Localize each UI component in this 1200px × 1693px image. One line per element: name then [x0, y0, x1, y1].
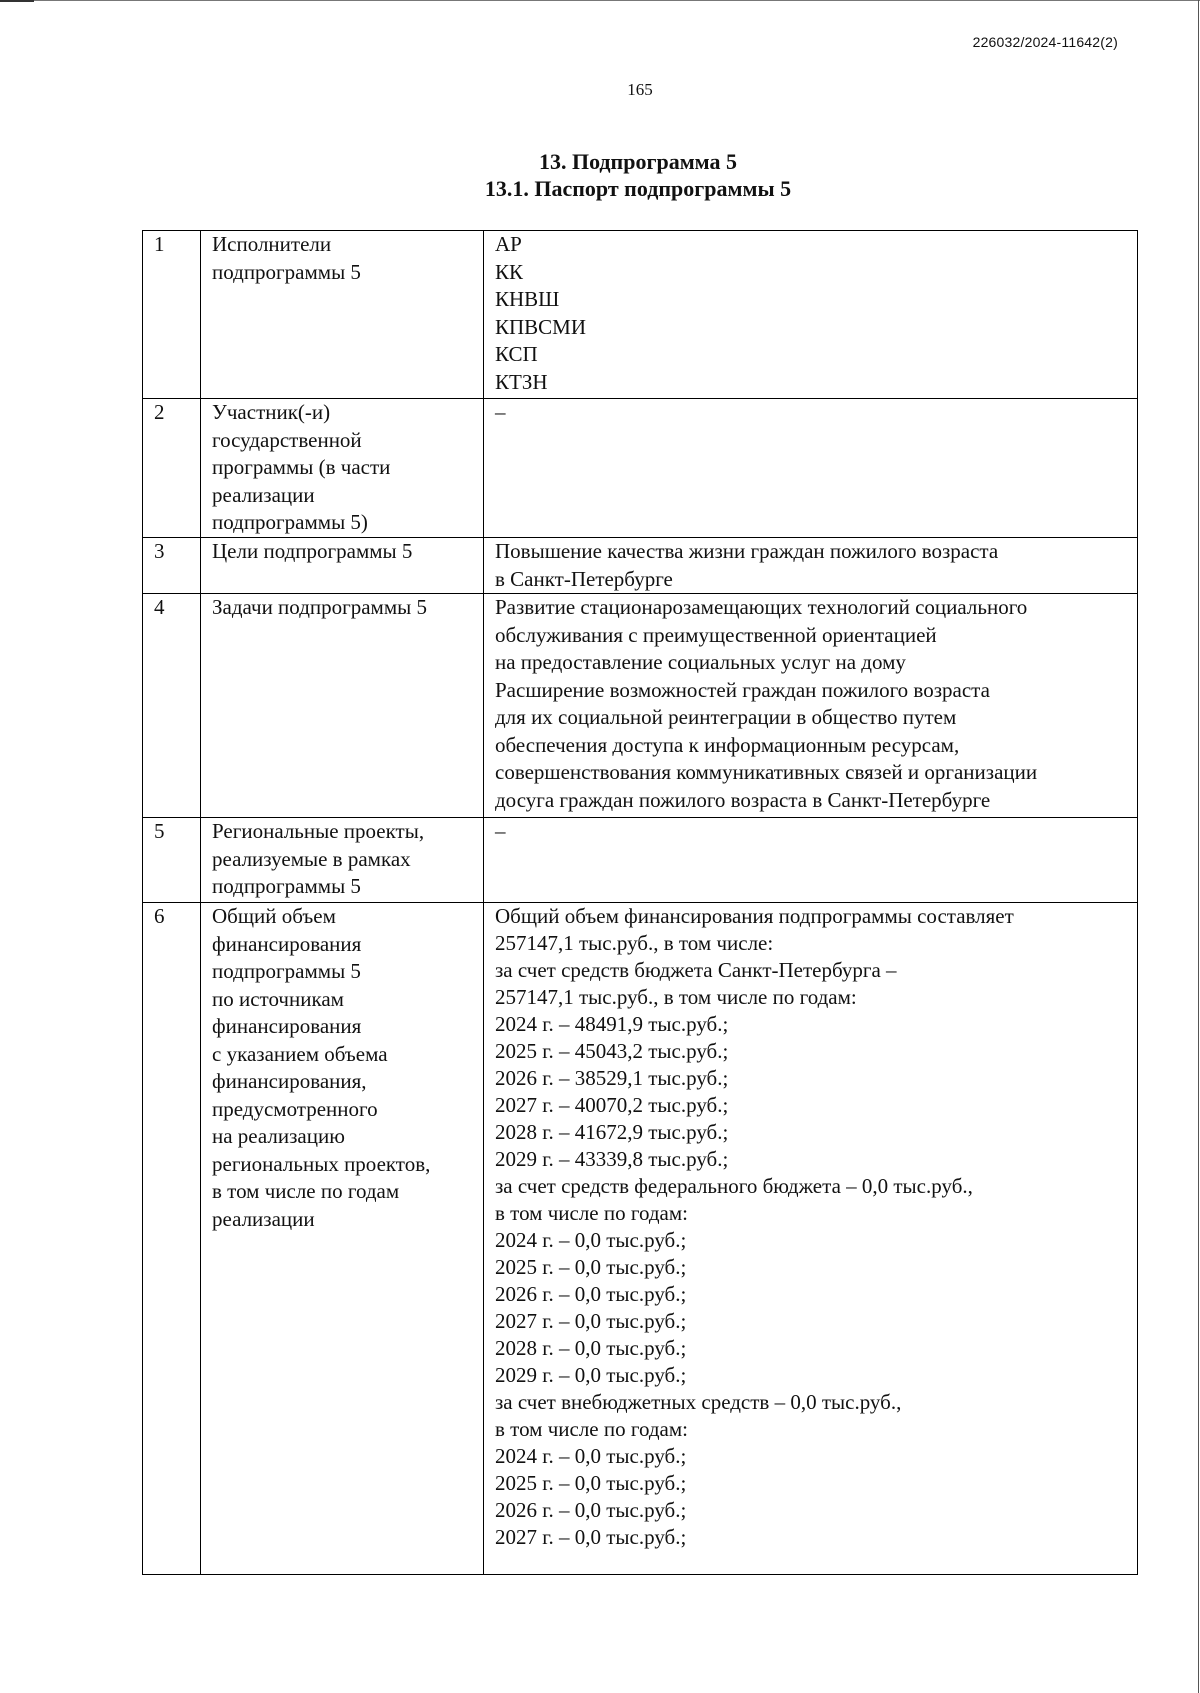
row-label-line: реализации — [212, 1206, 315, 1231]
row-value-line: обеспечения доступа к информационным ресурсам, — [495, 732, 960, 757]
row-label-line: Задачи подпрограммы 5 — [212, 595, 427, 619]
scan-edge-top — [0, 0, 1200, 1]
row-label-line: с указанием объема — [212, 1041, 388, 1066]
row-value-line: совершенствования коммуникативных связей и организации — [495, 760, 1038, 784]
row-value-line: КК — [495, 259, 524, 284]
row-value — [484, 399, 1138, 538]
row-number: 3 — [143, 538, 201, 594]
section-title: 13. Подпрограмма 5 — [538, 149, 738, 174]
row-label-line: подпрограммы 5 — [212, 959, 361, 983]
row-label-line: Региональные проекты, — [212, 819, 425, 843]
row-label-line: реализации — [212, 482, 315, 507]
row-label-line: финансирования — [212, 931, 362, 956]
row-value — [484, 818, 1138, 903]
row-value — [484, 594, 1138, 818]
row-label-line: на реализацию — [212, 1124, 345, 1148]
row-label-line: по источникам — [212, 986, 344, 1011]
row-value-line: Расширение возможностей граждан пожилого возраста — [495, 677, 990, 702]
row-label-line: подпрограммы 5 — [212, 874, 361, 898]
row-value-line: досуга граждан пожилого возраста в Санкт-Петербурге — [495, 787, 991, 812]
row-value-line: 2028 г. – 0,0 тыс.руб.; — [495, 1336, 687, 1360]
row-value-line: за счет средств бюджета Санкт-Петербурга – — [495, 958, 897, 982]
row-label-line: Общий объем — [212, 904, 336, 928]
row-value-line: за счет средств федерального бюджета – 0,0 тыс.руб., — [495, 1174, 973, 1198]
row-value — [484, 231, 1138, 399]
row-value-line: 2024 г. – 48491,9 тыс.руб.; — [495, 1012, 729, 1036]
row-label-line: в том числе по годам — [212, 1179, 400, 1203]
table-row — [143, 399, 1138, 538]
row-value-line: 2026 г. – 38529,1 тыс.руб.; — [495, 1066, 729, 1090]
row-value-line: КПВСМИ — [495, 314, 587, 339]
row-value-line: 2027 г. – 40070,2 тыс.руб.; — [495, 1093, 729, 1117]
row-value-line: 2025 г. – 0,0 тыс.руб.; — [495, 1471, 687, 1495]
row-label — [201, 399, 484, 538]
row-value-line: 2026 г. – 0,0 тыс.руб.; — [495, 1282, 687, 1306]
row-label-line: программы (в части — [212, 455, 391, 479]
row-label-line: подпрограммы 5 — [212, 259, 361, 284]
table-row — [143, 903, 1138, 1575]
row-value-line: 2025 г. – 45043,2 тыс.руб.; — [495, 1039, 729, 1063]
row-value — [484, 538, 1138, 594]
row-label-line: подпрограммы 5) — [212, 510, 368, 534]
scan-edge-right — [1198, 0, 1199, 1693]
row-value-line: в том числе по годам: — [495, 1417, 688, 1441]
row-value-line: АР — [495, 232, 522, 256]
row-label-line: Исполнители — [212, 232, 332, 256]
row-value-line: за счет внебюджетных средств – 0,0 тыс.руб., — [495, 1390, 902, 1414]
row-value-line: 2027 г. – 0,0 тыс.руб.; — [495, 1309, 687, 1333]
table-row — [143, 818, 1138, 903]
page-number: 165 — [627, 80, 653, 99]
table-row — [143, 538, 1138, 594]
row-value-line: Повышение качества жизни граждан пожилого возраста — [495, 539, 999, 563]
row-value-line: 2027 г. – 0,0 тыс.руб.; — [495, 1525, 687, 1549]
row-value-line: 2024 г. – 0,0 тыс.руб.; — [495, 1444, 687, 1468]
row-value-line: КТЗН — [495, 369, 548, 394]
row-value-line: на предоставление социальных услуг на дому — [495, 650, 906, 674]
row-value-line: 2028 г. – 41672,9 тыс.руб.; — [495, 1120, 729, 1144]
row-value — [484, 903, 1138, 1575]
row-value-line: Общий объем финансирования подпрограммы составляет — [495, 904, 1014, 928]
row-label — [201, 818, 484, 903]
row-number: 5 — [143, 818, 201, 903]
table-row — [143, 231, 1138, 399]
row-label-line: реализуемые в рамках — [212, 846, 411, 871]
row-number: 4 — [143, 594, 201, 818]
row-value-line: в том числе по годам: — [495, 1201, 688, 1225]
row-value-line: 2029 г. – 43339,8 тыс.руб.; — [495, 1147, 729, 1171]
document-registration-number: 226032/2024-11642(2) — [972, 34, 1118, 50]
row-value-line: 2026 г. – 0,0 тыс.руб.; — [495, 1498, 687, 1522]
row-value-line: – — [495, 819, 506, 843]
row-value-line: 2029 г. – 0,0 тыс.руб.; — [495, 1363, 687, 1387]
row-value-line: 257147,1 тыс.руб., в том числе: — [495, 931, 774, 955]
row-label — [201, 538, 484, 594]
table-row — [143, 594, 1138, 818]
scan-edge-mark — [0, 0, 34, 2]
row-label-line: финансирования — [212, 1014, 362, 1038]
row-label-line: государственной — [212, 427, 362, 452]
row-value-line: Развитие стационарозамещающих технологий социального — [495, 595, 1028, 619]
row-value-line: 2025 г. – 0,0 тыс.руб.; — [495, 1255, 687, 1279]
row-label-line: региональных проектов, — [212, 1151, 431, 1176]
row-value-line: обслуживания с преимущественной ориентацией — [495, 622, 937, 647]
row-value-line: для их социальной реинтеграции в общество путем — [495, 705, 957, 729]
row-label-line: финансирования, — [212, 1069, 367, 1093]
row-label — [201, 903, 484, 1575]
row-label-line: Цели подпрограммы 5 — [212, 539, 413, 563]
subsection-title: 13.1. Паспорт подпрограммы 5 — [484, 176, 792, 201]
row-label — [201, 231, 484, 399]
row-label-line: Участник(-и) — [212, 400, 331, 424]
row-number: 6 — [143, 903, 201, 1575]
row-value-line: КНВШ — [495, 287, 560, 311]
row-value-line: в Санкт-Петербурге — [495, 566, 673, 591]
row-number: 1 — [143, 231, 201, 399]
row-value-line: 257147,1 тыс.руб., в том числе по годам: — [495, 985, 857, 1009]
row-value-line: – — [495, 400, 506, 424]
row-number: 2 — [143, 399, 201, 538]
row-label-line: предусмотренного — [212, 1096, 378, 1121]
row-value-line: КСП — [495, 342, 538, 366]
subprogram-passport-table — [142, 230, 1138, 1575]
row-label — [201, 594, 484, 818]
row-value-line: 2024 г. – 0,0 тыс.руб.; — [495, 1228, 687, 1252]
